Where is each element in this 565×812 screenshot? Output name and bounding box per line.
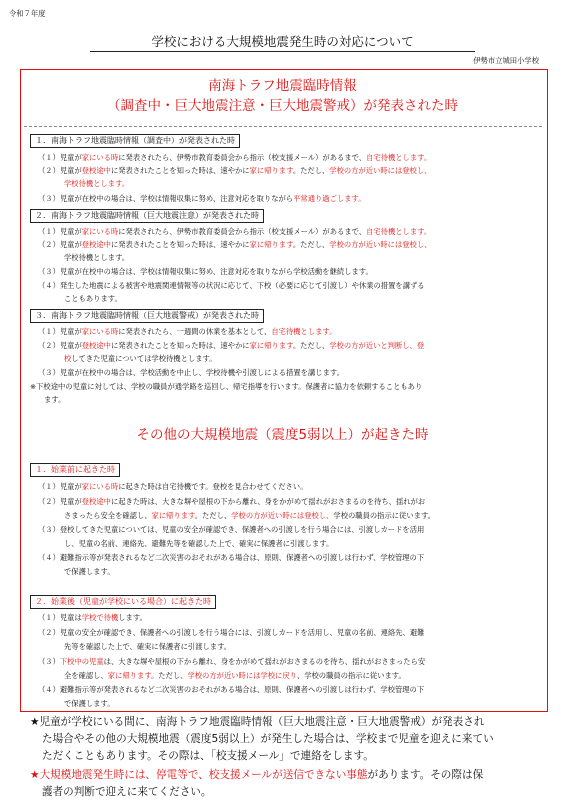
s2-item-2: （２）児童が登校途中に発表されたことを知った時は、速やかに家に帰ります。ただし、学校の方が近い時には登校し、 (38, 240, 432, 249)
fiscal-year: 令和７年度 (9, 9, 46, 18)
school-name: 伊勢市立城田小学校 (473, 56, 539, 65)
other-earthquake-title: その他の大規模地震（震度5弱以上）が起きた時 (136, 427, 429, 443)
page-title: 学校における大規模地震発生時の対応について (151, 34, 414, 49)
b-item-1: （１）児童は学校で待機します。 (38, 613, 147, 622)
s3-item-2: （２）児童が登校途中に発表されたことを知った時は、速やかに家に帰ります。ただし、学校の方が近いと判断し、登 (38, 341, 425, 350)
b-item-2-cont: 先等を確認した上で、確実に保護者に引渡します。 (64, 642, 232, 651)
banner-line2: （調査中・巨大地震注意・巨大地震警戒）が発表された時 (107, 98, 458, 114)
s3-item-2-cont: 校してきた児童については学校待機とします。 (64, 354, 217, 363)
b-item-3-cont: 全を確認し、家に帰ります。ただし、学校の方が近い時には学校に戻り、学校の職員の指示に従います。 (64, 671, 406, 680)
a-item-3: （３）登校してきた児童については、児童の安全が確認でき、保護者への引渡しを行う場合には、引渡しカードを活用 (38, 525, 425, 534)
a-item-1: （１）児童が家にいる時に起きた時は自宅待機です。登校を見合わせてください。 (38, 482, 308, 491)
b-item-2: （２）児童の安全が確認でき、保護者への引渡しを行う場合には、引渡しカードを活用し、児童の名前、連絡先、避難 (38, 628, 425, 637)
s3-note-cont: ます。 (44, 395, 66, 404)
s2-item-4: （４）発生した地震による被害や地震関連情報等の状況に応じて、下校（必要に応じて引渡し）や休業の措置を講ずる (38, 281, 425, 290)
section-2-heading: ２．南海トラフ地震臨時情報（巨大地震注意）が発表された時 (30, 209, 264, 223)
a-item-2-cont: さまったら安全を確認し、家に帰ります。ただし、学校の方が近い時には登校し、学校の職員の指示に従います。 (64, 511, 435, 520)
footer-note-1-line2: た場合やその他の大規模地震（震度5弱以上）が発生した場合は、学校まで児童を迎えに来てい (42, 733, 494, 745)
footer-note-1: ★児童が学校にいる間に、南海トラフ地震臨時情報（巨大地震注意・巨大地震警戒）が発表され (30, 716, 485, 728)
s2-item-4-cont: こともあります。 (64, 294, 122, 303)
section-b-heading: ２．始業後（児童が学校にいる場合）に起きた時 (30, 595, 216, 609)
s2-item-1: （１）児童が家にいる時に発表されたら、伊勢市教育委員会から指示（校支援メール）があるまで、自宅待機とします。 (38, 227, 432, 236)
s2-item-2-cont: 学校待機とします。 (64, 253, 130, 262)
s1-item-1: （１）児童が家にいる時に発表されたら、伊勢市教育委員会から指示（校支援メール）があるまで、自宅待機とします。 (38, 153, 432, 162)
banner-line1: 南海トラフ地震臨時情報 (208, 78, 357, 94)
title-underline (90, 51, 475, 52)
section-3-heading: ３．南海トラフ地震臨時情報（巨大地震警戒）が発表された時 (30, 309, 264, 323)
a-item-4-cont: で保護します。 (64, 567, 115, 576)
b-item-3: （３）下校中の児童は、大きな塀や屋根の下から離れ、身をかがめて揺れがおさまるのを待ち、揺れがおさまったら安 (38, 657, 426, 666)
a-item-3-cont: し、児童の名前、連絡先、避難先等を確認した上で、確実に保護者に引渡します。 (64, 539, 334, 548)
s3-note: ※下校途中の児童に対しては、学校の職員が通学路を巡回し、帰宅指導を行います。保護者に協力を依頼することもあり (30, 382, 423, 391)
section-a-heading: １．始業前に起きた時 (30, 463, 120, 477)
s1-item-3: （３）児童が在校中の場合は、学校は情報収集に努め、注意対応を取りながら平常通り過ごします。 (38, 194, 366, 203)
s1-item-2: （２）児童が登校途中に発表されたことを知った時は、速やかに家に帰ります。ただし、学校の方が近い時には登校し、 (38, 166, 432, 175)
divider (24, 126, 542, 127)
s3-item-3: （３）児童が在校中の場合は、学校活動を中止し、学校待機や引渡しによる措置を講じます。 (38, 368, 344, 377)
section-1-heading: １．南海トラフ地震臨時情報（調査中）が発表された時 (30, 134, 240, 148)
footer-note-2-line2: 護者の判断で迎えに来てください。 (42, 786, 212, 798)
footer-note-1-line3: ただくこともあります。その際は、「校支援メール」で連絡をします。 (42, 750, 374, 762)
a-item-2: （２）児童が登校途中に起きた時は、大きな塀や屋根の下から離れ、身をかがめて揺れがおさまるのを待ち、揺れがお (38, 497, 426, 506)
s2-item-3: （３）児童が在校中の場合は、学校は情報収集に努め、注意対応を取りながら学校活動を継続します。 (38, 267, 373, 276)
s1-item-2-cont: 学校待機とします。 (64, 179, 130, 188)
a-item-4: （４）避難指示等が発表されるなど二次災害のおそれがある場合は、原則、保護者への引渡しは行わず、学校管理の下 (38, 553, 425, 562)
b-item-4: （４）避難指示等が発表されるなど二次災害のおそれがある場合は、原則、保護者への引渡しは行わず、学校管理の下 (38, 685, 425, 694)
footer-note-2: ★大規模地震発生時には、停電等で、校支援メールが送信できない事態があります。その際は保 (30, 769, 484, 781)
s3-item-1: （１）児童が家にいる時に発表されたら、一週間の休業を基本として、自宅待機とします。 (38, 327, 337, 336)
b-item-4-cont: で保護します。 (64, 699, 115, 708)
